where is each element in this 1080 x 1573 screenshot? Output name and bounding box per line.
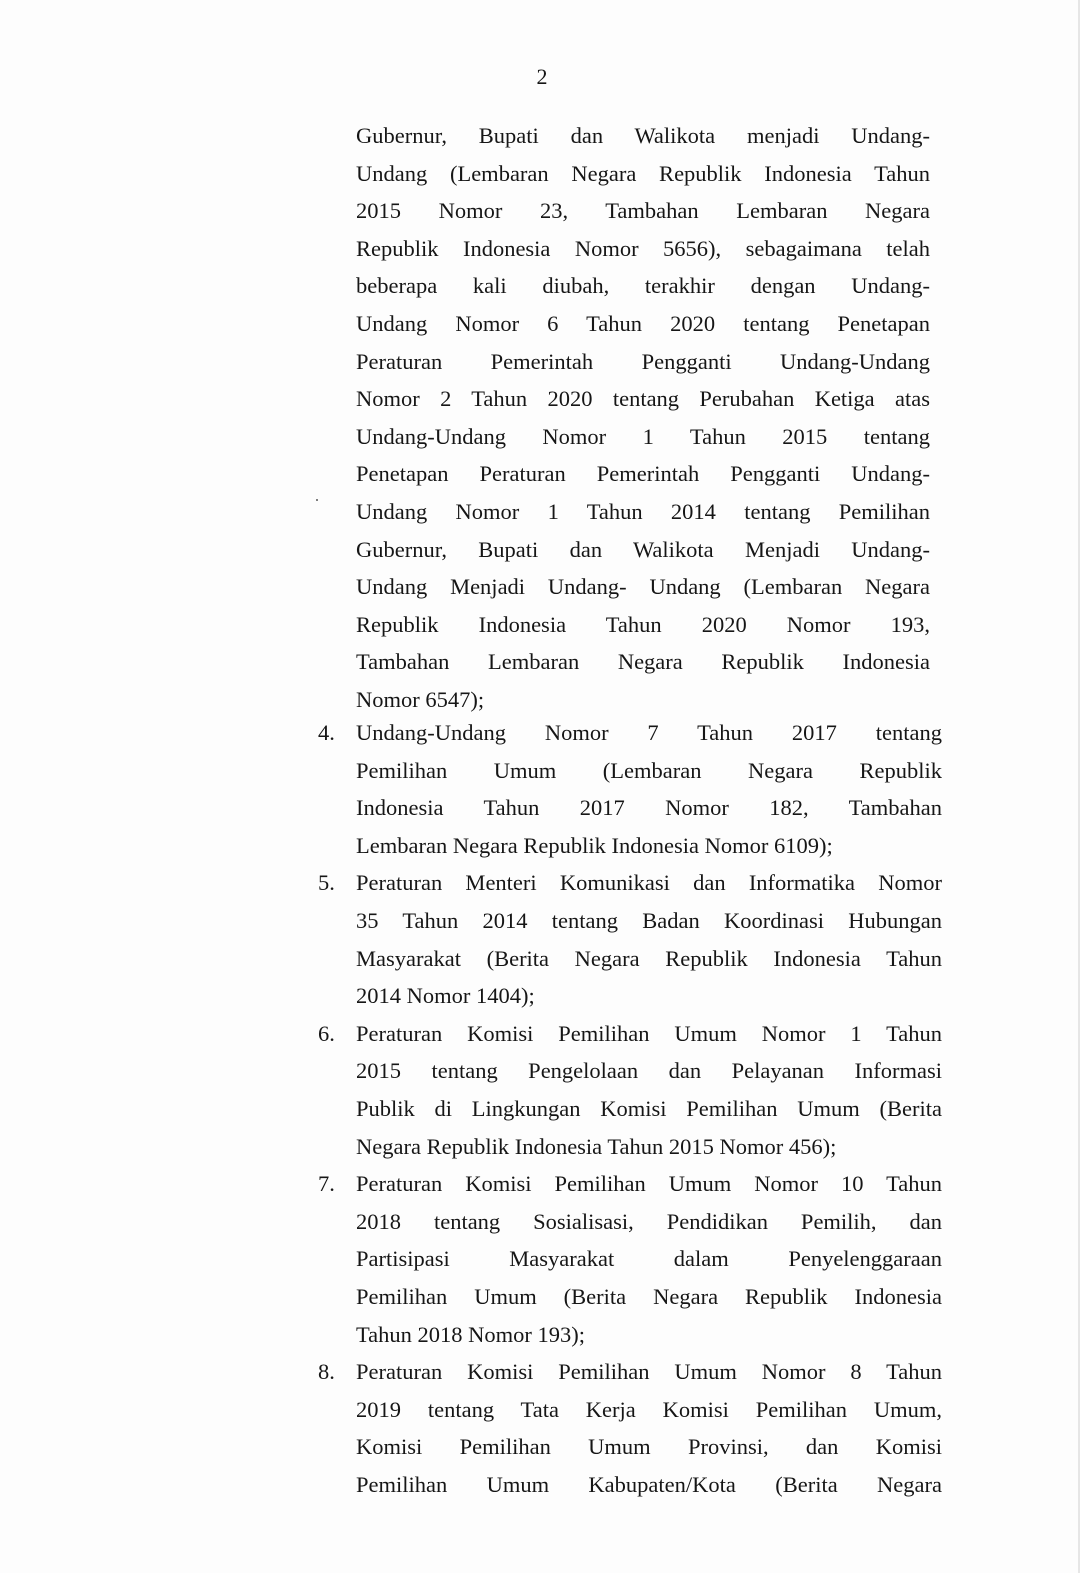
list-item-number: 7.	[318, 1171, 335, 1197]
list-item-line: Partisipasi Masyarakat dalam Penyelenggaraan	[356, 1246, 942, 1272]
list-item	[318, 1015, 942, 1165]
text-line: Undang Nomor 6 Tahun 2020 tentang Penetapan	[356, 310, 930, 336]
list-item-line: 2014 Nomor 1404);	[356, 983, 535, 1009]
list-item-line: Pemilihan Umum (Lembaran Negara Republik	[356, 757, 942, 783]
text-line: 2015 Nomor 23, Tambahan Lembaran Negara	[356, 198, 930, 224]
list-item-line: 2015 tentang Pengelolaan dan Pelayanan Informasi	[356, 1058, 942, 1084]
list-item	[318, 1353, 942, 1503]
list-item-line: Peraturan Komisi Pemilihan Umum Nomor 8 Tahun	[356, 1359, 942, 1385]
scan-speck	[316, 499, 318, 501]
list-item-number: 6.	[318, 1020, 335, 1046]
list-item-line: Peraturan Komisi Pemilihan Umum Nomor 10 Tahun	[356, 1171, 942, 1197]
list-item-line: 2018 tentang Sosialisasi, Pendidikan Pemilih, dan	[356, 1208, 942, 1234]
legal-basis-list	[318, 714, 942, 1503]
text-line: Tambahan Lembaran Negara Republik Indonesia	[356, 649, 930, 675]
list-item-line: 35 Tahun 2014 tentang Badan Koordinasi Hubungan	[356, 907, 942, 933]
text-line: Republik Indonesia Nomor 5656), sebagaimana telah	[356, 235, 930, 261]
text-line: beberapa kali diubah, terakhir dengan Undang-	[356, 273, 930, 299]
list-item-line: Pemilihan Umum Kabupaten/Kota (Berita Negara	[356, 1471, 942, 1497]
list-item-line: Indonesia Tahun 2017 Nomor 182, Tambahan	[356, 795, 942, 821]
text-line: Peraturan Pemerintah Pengganti Undang-Undang	[356, 348, 930, 374]
list-item-line: Publik di Lingkungan Komisi Pemilihan Umum (Berita	[356, 1095, 942, 1121]
text-line: Republik Indonesia Tahun 2020 Nomor 193,	[356, 611, 930, 637]
text-line: Nomor 6547);	[356, 686, 485, 712]
text-line: Undang Menjadi Undang- Undang (Lembaran Negara	[356, 574, 930, 600]
text-line: Gubernur, Bupati dan Walikota menjadi Undang-	[356, 123, 930, 148]
list-item-line: Tahun 2018 Nomor 193);	[356, 1321, 586, 1347]
text-line: Undang-Undang Nomor 1 Tahun 2015 tentang	[356, 423, 930, 449]
list-item-line: Pemilihan Umum (Berita Negara Republik Indonesia	[356, 1283, 942, 1309]
continuation-paragraph	[356, 117, 930, 719]
list-item-line: Peraturan Komisi Pemilihan Umum Nomor 1 Tahun	[356, 1020, 942, 1046]
list-item-line: Undang-Undang Nomor 7 Tahun 2017 tentang	[356, 720, 942, 745]
list-item-line: Peraturan Menteri Komunikasi dan Informatika Nomor	[356, 870, 942, 896]
list-item-line: Masyarakat (Berita Negara Republik Indonesia Tahun	[356, 945, 942, 971]
text-line: Penetapan Peraturan Pemerintah Pengganti Undang-	[356, 461, 930, 487]
text-line: Gubernur, Bupati dan Walikota Menjadi Undang-	[356, 536, 930, 562]
text-line: Undang (Lembaran Negara Republik Indonesia Tahun	[356, 160, 930, 186]
list-item-line: 2019 tentang Tata Kerja Komisi Pemilihan Umum,	[356, 1396, 942, 1422]
list-item-number: 4.	[318, 720, 335, 745]
list-item-number: 5.	[318, 870, 335, 896]
list-item	[318, 864, 942, 1014]
list-item-line: Komisi Pemilihan Umum Provinsi, dan Komisi	[356, 1434, 942, 1460]
list-item-line: Negara Republik Indonesia Tahun 2015 Nomor 456);	[356, 1133, 837, 1159]
list-item-line: Lembaran Negara Republik Indonesia Nomor 6109);	[356, 832, 833, 858]
text-line: Nomor 2 Tahun 2020 tentang Perubahan Ketiga atas	[356, 386, 930, 412]
text-line: Undang Nomor 1 Tahun 2014 tentang Pemilihan	[356, 498, 930, 524]
page-number: 2	[536, 64, 548, 89]
list-item	[318, 1165, 942, 1353]
list-item	[318, 714, 942, 864]
list-item-number: 8.	[318, 1359, 335, 1385]
